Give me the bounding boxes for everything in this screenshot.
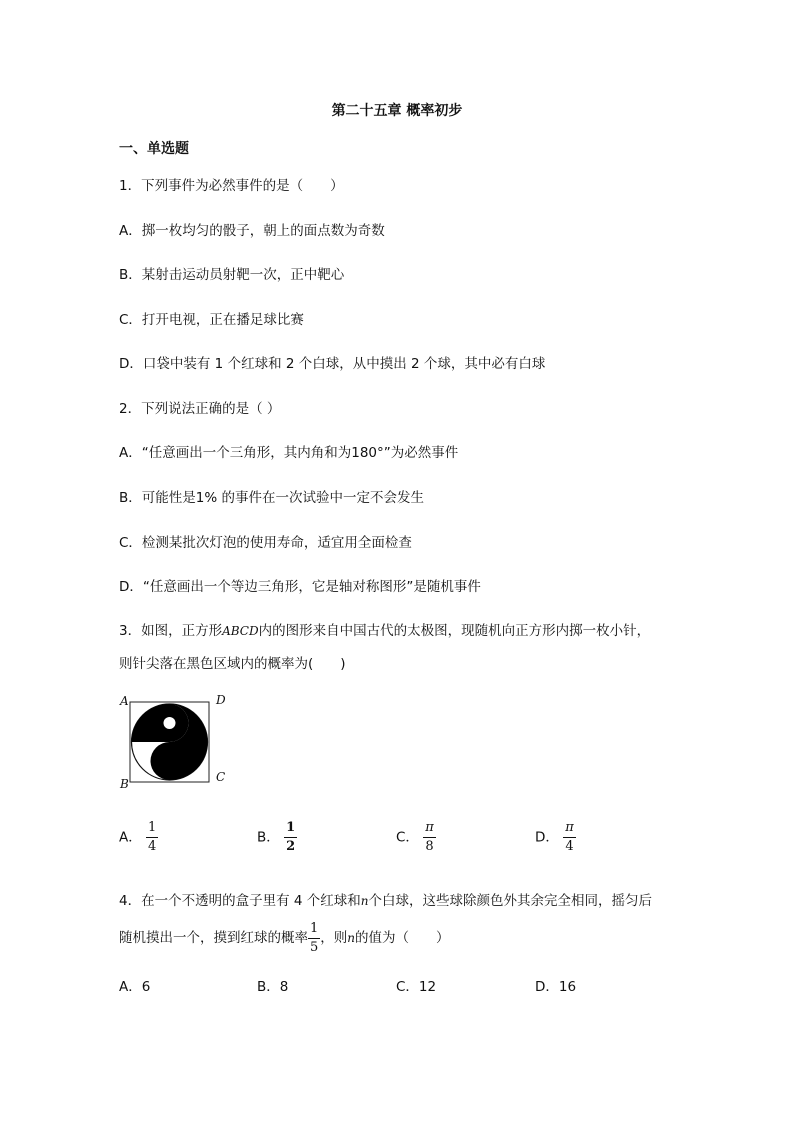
q3-stem-line1	[119, 622, 650, 640]
label-a: A	[120, 694, 129, 708]
q1-stem: 1．下列事件为必然事件的是（ ）	[119, 178, 344, 194]
taiji-symbol	[132, 704, 208, 780]
q3-option-d-letter: D．	[535, 829, 559, 846]
fraction-denominator: 8	[425, 839, 434, 854]
q4-option-a: A．6	[119, 979, 151, 995]
q1-option-c: C．打开电视，正在播足球比赛	[119, 312, 304, 328]
q3-stem-line2: 则针尖落在黑色区域内的概率为( )	[119, 656, 346, 672]
fraction-denominator: 5	[310, 939, 319, 955]
fraction-denominator: 4	[565, 839, 574, 854]
q3-option-a	[119, 820, 158, 855]
fraction-numerator: 1	[310, 920, 319, 936]
taiji-white-dot	[164, 717, 176, 729]
fraction-numerator: 1	[286, 820, 296, 835]
q4-line2-part3: 的值为（ ）	[355, 930, 450, 946]
q3-option-d	[535, 820, 576, 855]
q4-probability-fraction	[308, 921, 320, 956]
fraction-numerator: π	[425, 820, 434, 835]
fraction-numerator: 1	[148, 820, 157, 835]
q3-option-a-letter: A．	[119, 829, 142, 846]
taiji-black-dot	[164, 755, 176, 767]
taiji-dark-top	[132, 704, 189, 742]
q3-option-a-fraction	[146, 820, 158, 855]
section-heading: 一、单选题	[119, 141, 189, 157]
q3-option-b-letter: B．	[257, 829, 280, 846]
q3-option-b-fraction	[284, 820, 297, 855]
page-title: 第二十五章 概率初步	[331, 103, 463, 119]
q4-stem-line1	[119, 892, 652, 910]
q4-option-d: D．16	[535, 979, 577, 995]
fraction-numerator: π	[565, 820, 574, 835]
q4-line2-var: n	[347, 931, 356, 945]
q3-option-c-fraction	[423, 820, 436, 855]
fraction-denominator: 4	[148, 839, 157, 854]
q3-option-b	[257, 820, 297, 855]
fraction-denominator: 2	[286, 839, 296, 854]
q4-var-n: n	[360, 894, 369, 908]
q3-stem-part2: 内的图形来自中国古代的太极图，现随机向正方形内掷一枚小针，	[258, 623, 651, 639]
q1-option-b: B．某射击运动员射靶一次，正中靶心	[119, 267, 345, 283]
q4-option-c: C．12	[396, 979, 437, 995]
q4-stem-part2: 个白球，这些球除颜色外其余完全相同，摇匀后	[368, 893, 652, 909]
q3-option-d-fraction	[563, 820, 576, 855]
q4-line2-part2: ，则	[320, 930, 348, 946]
q3-option-c-letter: C．	[396, 829, 419, 846]
label-b: B	[120, 777, 129, 791]
q4-stem-line2	[119, 920, 450, 956]
q3-stem-part1: 3．如图，正方形	[119, 623, 223, 639]
q3-option-c	[396, 820, 436, 855]
q2-option-d: D．“任意画出一个等边三角形，它是轴对称图形”是随机事件	[119, 579, 481, 595]
q4-line2-part1: 随机摸出一个，摸到红球的概率	[119, 930, 308, 946]
q3-stem-var: ABCD	[222, 624, 259, 638]
q2-option-a: A．“任意画出一个三角形，其内角和为180°”为必然事件	[119, 445, 459, 461]
q2-option-c: C．检测某批次灯泡的使用寿命，适宜用全面检查	[119, 535, 412, 551]
q2-option-b: B．可能性是1% 的事件在一次试验中一定不会发生	[119, 490, 424, 506]
q1-option-d: D．口袋中装有 1 个红球和 2 个白球，从中摸出 2 个球，其中必有白球	[119, 356, 546, 372]
q4-stem-part1: 4．在一个不透明的盒子里有 4 个红球和	[119, 893, 361, 909]
taiji-diagram	[115, 690, 227, 790]
q2-stem: 2．下列说法正确的是（ ）	[119, 401, 281, 417]
q4-option-b: B．8	[257, 979, 289, 995]
q1-option-a: A．掷一枚均匀的骰子，朝上的面点数为奇数	[119, 223, 385, 239]
label-c: C	[216, 770, 226, 784]
taiji-figure	[115, 690, 227, 790]
label-d: D	[216, 693, 226, 707]
